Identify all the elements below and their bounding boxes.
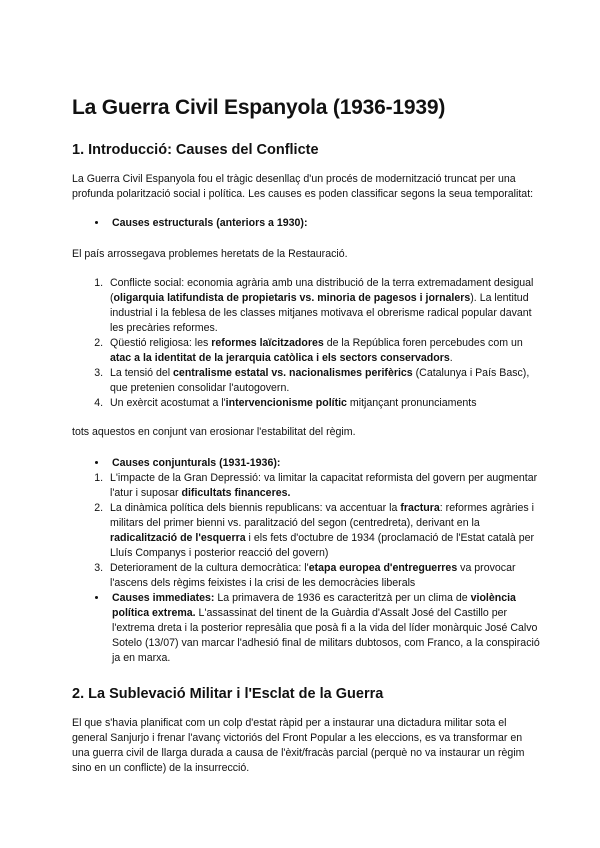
conjunctural-causes-list <box>72 471 542 591</box>
list-item: 2. Qüestió religiosa: les reformes laïcitzadores de la República foren percebudes com un atac a la identitat de la jerarquia catòlica i els sectors conservadors. <box>106 336 542 366</box>
conjunctural-bullet-list <box>72 456 542 471</box>
structural-causes-bullet: • Causes estructurals (anteriors a 1930): <box>108 216 542 231</box>
immediate-bullet-list <box>72 591 542 666</box>
summary-paragraph: tots aquestos en conjunt van erosionar l'estabilitat del règim. <box>72 426 356 438</box>
list-item: 1. Conflicte social: economia agrària amb una distribució de la terra extremadament desigual (oligarquia latifundista de propietaris vs. minoria de pagesos i jornalers). La lentitud industrial i la feblesa de les classes mitjanes motivava el obrerisme radical popular davant les precàries reformes. <box>106 276 542 336</box>
structural-bullet-list <box>72 216 542 231</box>
list-item: 4. Un exèrcit acostumat a l'intervencionisme polític mitjançant pronunciaments <box>106 396 542 411</box>
list-item: 3. La tensió del centralisme estatal vs. nacionalismes perifèrics (Catalunya i País Basc), que pretenien consolidar l'autogovern. <box>106 366 542 396</box>
section-2-heading: 2. La Sublevació Militar i l'Esclat de la Guerra <box>72 686 384 702</box>
structural-intro: El país arrossegava problemes heretats de la Restauració. <box>72 248 348 260</box>
intro-paragraph: La Guerra Civil Espanyola fou el tràgic desenllaç d'un procés de modernització truncat per una profunda polarització social i política. Les causes es poden classificar segons la seua temporalitat: <box>72 173 534 200</box>
list-item: 2. La dinàmica política dels biennis republicans: va accentuar la fractura: reformes agràries i militars del primer bienni vs. paralització del segon (centredreta), derivant en la radicalització de l'esquerra i els fets d'octubre de 1934 (proclamació de l'Estat català per Lluís Companys i posterior reacció del govern) <box>106 501 542 561</box>
section-1-heading: 1. Introducció: Causes del Conflicte <box>72 142 319 158</box>
section-2-paragraph: El que s'havia planificat com un colp d'estat ràpid per a instaurar una dictadura militar sota el general Sanjurjo i frenar l'avanç victoriós del Front Popular a les eleccions, es va transformar en una guerra civil de llarga durada a causa de l'èxit/fracàs parcial (perquè no va instaurar un règim sino en un conflicte) de la insurrecció. <box>72 717 525 774</box>
page-title: La Guerra Civil Espanyola (1936-1939) <box>72 96 446 119</box>
immediate-causes-bullet: • Causes immediates: La primavera de 1936 es caracteritzà per un clima de violència política extrema. L'assassinat del tinent de la Guàrdia d'Assalt José del Castillo per l'extrema dreta i la posterior represàlia que posà fi a la vida del líder monàrquic José Calvo Sotelo (13/07) van marcar l'adhesió final de militars dubtosos, com Franco, a la conspiració ja en marxa. <box>108 591 542 666</box>
conjunctural-causes-bullet: • Causes conjunturals (1931-1936): <box>108 456 542 471</box>
structural-causes-list <box>72 276 542 411</box>
list-item: 1. L'impacte de la Gran Depressió: va limitar la capacitat reformista del govern per augmentar l'atur i suposar dificultats financeres. <box>106 471 542 501</box>
list-item: 3. Deteriorament de la cultura democràtica: l'etapa europea d'entreguerres va provocar l'ascens dels règims feixistes i la crisi de les democràcies liberals <box>106 561 542 591</box>
